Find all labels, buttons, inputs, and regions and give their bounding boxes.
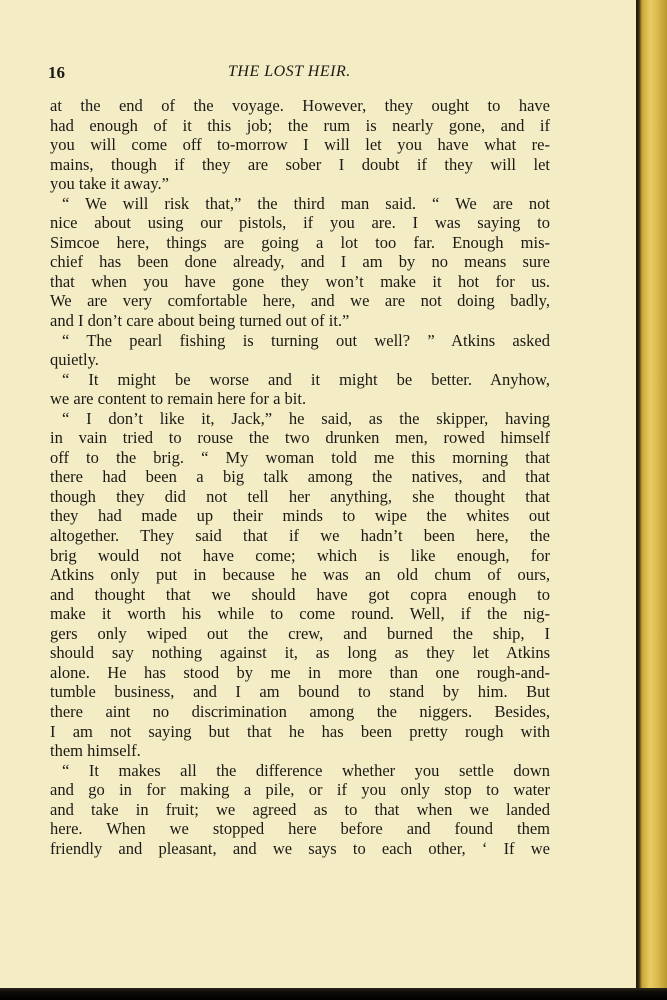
- running-title: THE LOST HEIR.: [228, 63, 351, 80]
- text-line: make it worth his while to come round. Well, if the nig-: [50, 604, 550, 624]
- text-line: in vain tried to rouse the two drunken men, rowed himself: [50, 428, 550, 448]
- text-line: I am not saying but that he has been pretty rough with: [50, 721, 550, 741]
- text-line: and I don’t care about being turned out of it.”: [50, 311, 350, 331]
- text-line: you take it away.”: [50, 174, 169, 194]
- text-line: there aint no discrimination among the niggers. Besides,: [50, 701, 550, 721]
- text-line: “ It might be worse and it might be better. Anyhow,: [62, 369, 550, 389]
- text-line: tumble business, and I am bound to stand by him. But: [50, 682, 550, 702]
- text-line: them himself.: [50, 741, 141, 761]
- page-number: 16: [48, 63, 65, 82]
- text-line: and go in for making a pile, or if you only stop to water: [50, 780, 550, 800]
- text-line: “ I don’t like it, Jack,” he said, as the skipper, having: [62, 408, 550, 428]
- text-line: Simcoe here, things are going a lot too far. Enough mis-: [50, 232, 550, 252]
- page-header: [0, 63, 636, 87]
- text-line: alone. He has stood by me in more than one rough-and-: [50, 662, 550, 682]
- text-line: nice about using our pistols, if you are. I was saying to: [50, 213, 550, 233]
- text-line: brig would not have come; which is like enough, for: [50, 545, 550, 565]
- text-line: there had been a big talk among the natives, and that: [50, 467, 550, 487]
- text-line: “ It makes all the difference whether you settle down: [62, 760, 550, 780]
- text-line: “ We will risk that,” the third man said. “ We are not: [62, 193, 550, 213]
- text-line: gers only wiped out the crew, and burned the ship, I: [50, 623, 550, 643]
- text-line: and take in fruit; we agreed as to that when we landed: [50, 799, 550, 819]
- text-line: though they did not tell her anything, she thought that: [50, 486, 550, 506]
- book-fore-edge: [636, 0, 667, 1000]
- text-line: altogether. They said that if we hadn’t been here, the: [50, 526, 550, 546]
- text-line: they had made up their minds to wipe the whites out: [50, 506, 550, 526]
- text-line: Atkins only put in because he was an old chum of ours,: [50, 565, 550, 585]
- text-line: should say nothing against it, as long as they let Atkins: [50, 643, 550, 663]
- book-bottom-edge: [0, 988, 667, 1000]
- text-line: off to the brig. “ My woman told me this morning that: [50, 447, 550, 467]
- body-text: [50, 96, 550, 858]
- text-line: you will come off to-morrow I will let you have what re-: [50, 135, 550, 155]
- text-line: mains, though if they are sober I doubt if they will let: [50, 154, 550, 174]
- text-line: friendly and pleasant, and we says to each other, ‘ If we: [50, 838, 550, 858]
- text-line: We are very comfortable here, and we are not doing badly,: [50, 291, 550, 311]
- text-line: had enough of it this job; the rum is nearly gone, and if: [50, 115, 550, 135]
- text-line: chief has been done already, and I am by no means sure: [50, 252, 550, 272]
- text-line: “ The pearl fishing is turning out well? ” Atkins asked: [62, 330, 550, 350]
- text-line: and thought that we should have got copra enough to: [50, 584, 550, 604]
- text-line: quietly.: [50, 350, 99, 370]
- text-line: here. When we stopped here before and found them: [50, 819, 550, 839]
- text-line: that when you have gone they won’t make it hot for us.: [50, 271, 550, 291]
- text-line: at the end of the voyage. However, they ought to have: [50, 96, 550, 115]
- text-line: we are content to remain here for a bit.: [50, 389, 307, 409]
